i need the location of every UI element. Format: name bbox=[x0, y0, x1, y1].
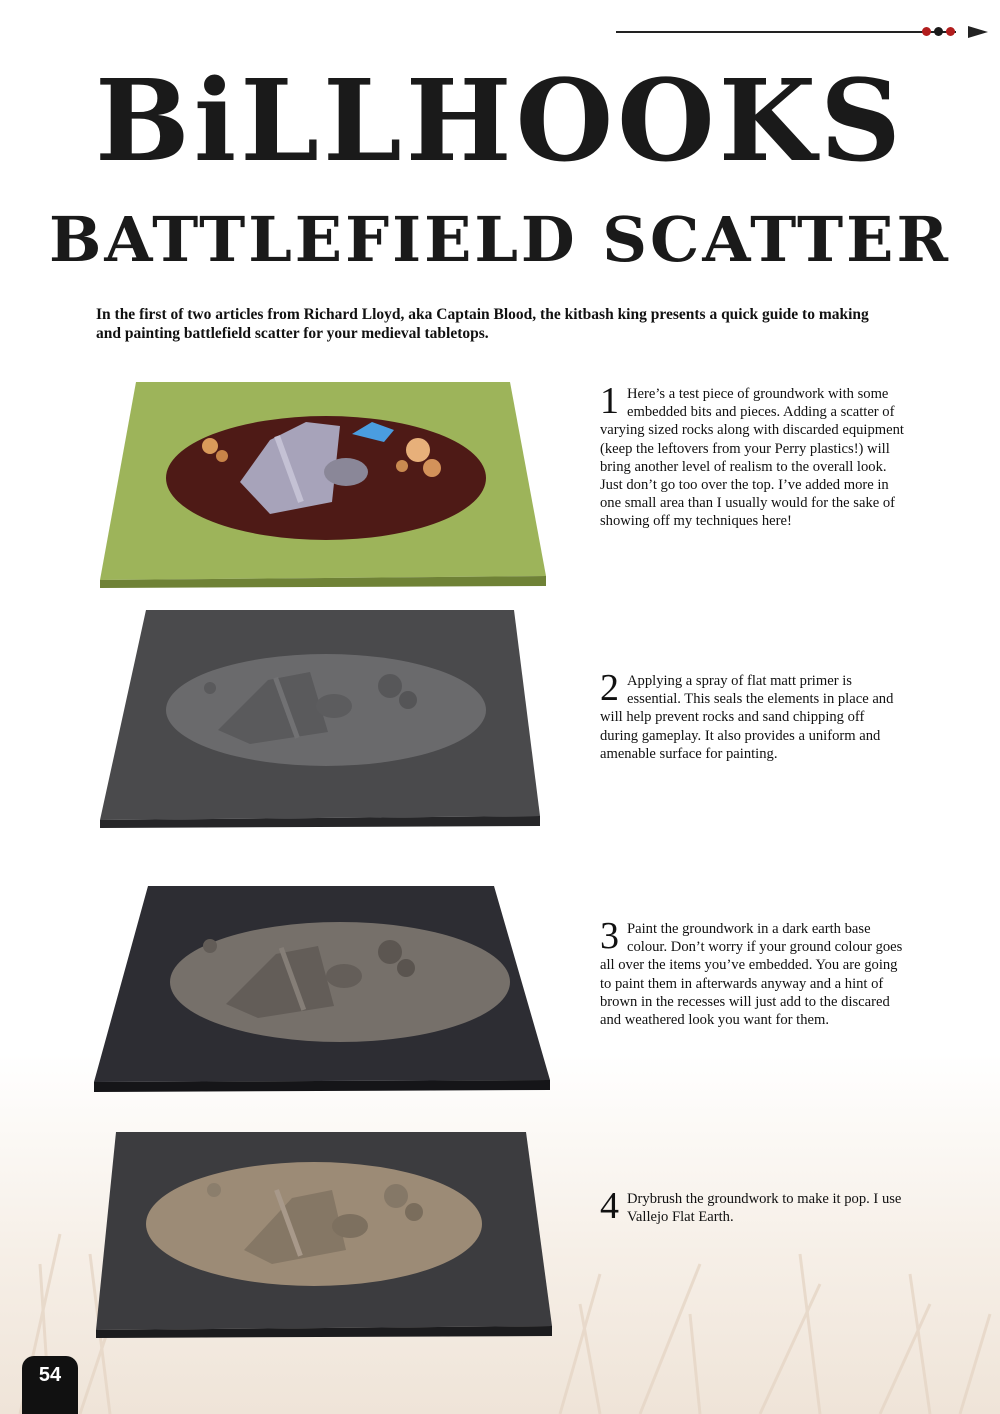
step-4-number: 4 bbox=[600, 1185, 619, 1227]
page-subtitle: BATTLEFIELD SCATTER bbox=[49, 203, 951, 276]
step-4-text: Drybrush the groundwork to make it pop. I use Vallejo Flat Earth. bbox=[627, 1191, 902, 1226]
step-4-photo bbox=[96, 1132, 556, 1338]
rule-line bbox=[616, 31, 956, 33]
step-1 bbox=[600, 380, 906, 531]
step-1-photo bbox=[100, 382, 550, 588]
rule-dot bbox=[922, 27, 931, 36]
header-decorative-rule bbox=[616, 22, 988, 42]
step-1-number: 1 bbox=[600, 380, 619, 422]
rule-dot bbox=[946, 27, 955, 36]
step-3-text: Paint the groundwork in a dark earth base colour. Don’t worry if your ground colour goes all over the items you’ve embedded. You are going to paint them in afterwards anyway and a hint of brown in the recesses will just add to the discared and weathered look you want for them. bbox=[600, 921, 903, 1029]
step-3 bbox=[600, 915, 906, 1029]
step-3-number: 3 bbox=[600, 915, 619, 957]
step-1-text: Here’s a test piece of groundwork with some embedded bits and pieces. Adding a scatter of varying sized rocks along with discarded equipment (keep the leftovers from your Perry plastics!) will bring another level of realism to the overall look. Just don’t go too over the top. I’ve added more in one small area than I usually would for the sake of showing off my techniques here! bbox=[600, 386, 904, 530]
step-2-photo bbox=[100, 610, 545, 830]
intro-paragraph: In the first of two articles from Richard Lloyd, aka Captain Blood, the kitbash king presents a quick guide to making and painting battlefield scatter for your medieval tabletops. bbox=[96, 306, 869, 342]
step-4 bbox=[600, 1185, 906, 1227]
rule-spear-tip bbox=[968, 26, 988, 38]
rule-dot bbox=[934, 27, 943, 36]
step-3-photo bbox=[94, 886, 554, 1094]
step-2 bbox=[600, 667, 906, 763]
step-2-number: 2 bbox=[600, 667, 619, 709]
page-number-tab: 54 bbox=[22, 1356, 78, 1414]
step-2-text: Applying a spray of flat matt primer is essential. This seals the elements in place and will help prevent rocks and sand chipping off during gameplay. It also provides a uniform and amenable surface for painting. bbox=[600, 673, 894, 762]
page-title: BiLLHOOKS bbox=[95, 56, 905, 187]
